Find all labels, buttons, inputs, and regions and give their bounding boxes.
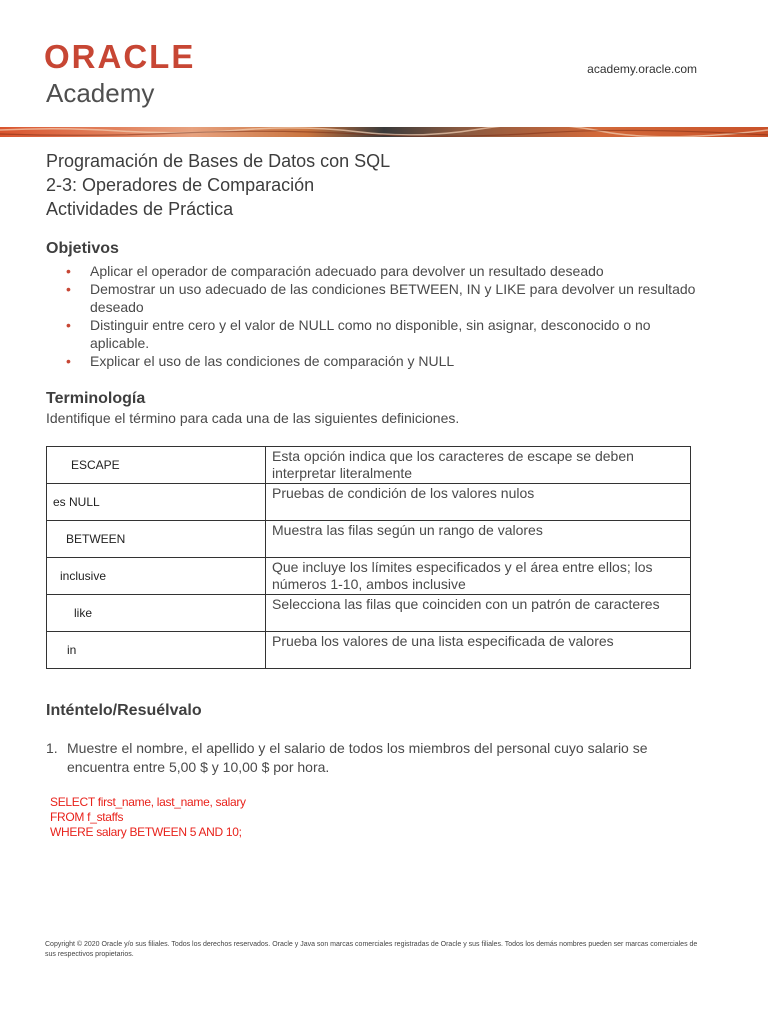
question-text: Muestre el nombre, el apellido y el salario de todos los miembros del personal cuyo salario se encuentra entre 5,00 $ y 10,00 $ por hora.: [67, 740, 648, 775]
table-row: [47, 484, 691, 521]
lesson-title: 2-3: Operadores de Comparación: [46, 175, 315, 195]
objective-text: Distinguir entre cero y el valor de NULL como no disponible, sin asignar, desconocido o no aplicable.: [90, 317, 651, 351]
academy-logo-text: Academy: [46, 78, 155, 108]
terminology-heading: Terminología: [46, 390, 146, 407]
term-cell[interactable]: ESCAPE: [47, 447, 266, 484]
oracle-logo: ORACLE: [44, 38, 196, 75]
question-number: 1.: [46, 740, 58, 756]
terminology-intro: Identifique el término para cada una de las siguientes definiciones.: [46, 410, 460, 426]
objectives-heading: Objetivos: [46, 240, 119, 257]
terminology-table: [46, 446, 691, 669]
list-item: [66, 262, 706, 280]
term-cell[interactable]: like: [47, 595, 266, 632]
definition-cell: Pruebas de condición de los valores nulos: [266, 484, 691, 521]
sql-answer[interactable]: [50, 795, 246, 840]
site-url[interactable]: academy.oracle.com: [587, 62, 697, 76]
table-row: [47, 447, 691, 484]
list-item: [66, 280, 706, 316]
objective-text: Aplicar el operador de comparación adecuado para devolver un resultado deseado: [90, 263, 604, 279]
bullet-icon: •: [66, 281, 71, 297]
table-row: [47, 595, 691, 632]
copyright-footer: Copyright © 2020 Oracle y/o sus filiales. Todos los derechos reservados. Oracle y Java son marcas comerciales registradas de Oracle y sus filiales. Todos los demás nombres pueden ser marcas comerciales de sus respectivos propietarios.: [45, 941, 698, 958]
sql-line: WHERE salary BETWEEN 5 AND 10;: [50, 825, 242, 839]
definition-cell: Que incluye los límites especificados y el área entre ellos; los números 1-10, ambos inclusive: [266, 558, 691, 595]
sql-line: SELECT first_name, last_name, salary: [50, 795, 246, 809]
table-row: [47, 558, 691, 595]
bullet-icon: •: [66, 263, 71, 279]
bullet-icon: •: [66, 353, 71, 369]
objectives-list: [66, 262, 706, 370]
table-row: [47, 632, 691, 669]
bullet-icon: •: [66, 317, 71, 333]
term-cell[interactable]: in: [47, 632, 266, 669]
list-item: [66, 316, 706, 352]
table-row: [47, 521, 691, 558]
definition-cell: Muestra las filas según un rango de valores: [266, 521, 691, 558]
term-cell[interactable]: es NULL: [47, 484, 266, 521]
term-cell[interactable]: inclusive: [47, 558, 266, 595]
decorative-banner: [0, 127, 768, 137]
course-title: Programación de Bases de Datos con SQL: [46, 151, 391, 171]
definition-cell: Esta opción indica que los caracteres de escape se deben interpretar literalmente: [266, 447, 691, 484]
term-cell[interactable]: BETWEEN: [47, 521, 266, 558]
objective-text: Demostrar un uso adecuado de las condiciones BETWEEN, IN y LIKE para devolver un resultado deseado: [90, 281, 696, 315]
practice-heading: Inténtelo/Resuélvalo: [46, 702, 202, 719]
definition-cell: Selecciona las filas que coinciden con un patrón de caracteres: [266, 595, 691, 632]
definition-cell: Prueba los valores de una lista especificada de valores: [266, 632, 691, 669]
objective-text: Explicar el uso de las condiciones de comparación y NULL: [90, 353, 455, 369]
sql-line: FROM f_staffs: [50, 810, 124, 824]
question-1: [46, 739, 706, 777]
activity-title: Actividades de Práctica: [46, 199, 234, 219]
document-title: [46, 149, 390, 221]
list-item: [66, 352, 706, 370]
